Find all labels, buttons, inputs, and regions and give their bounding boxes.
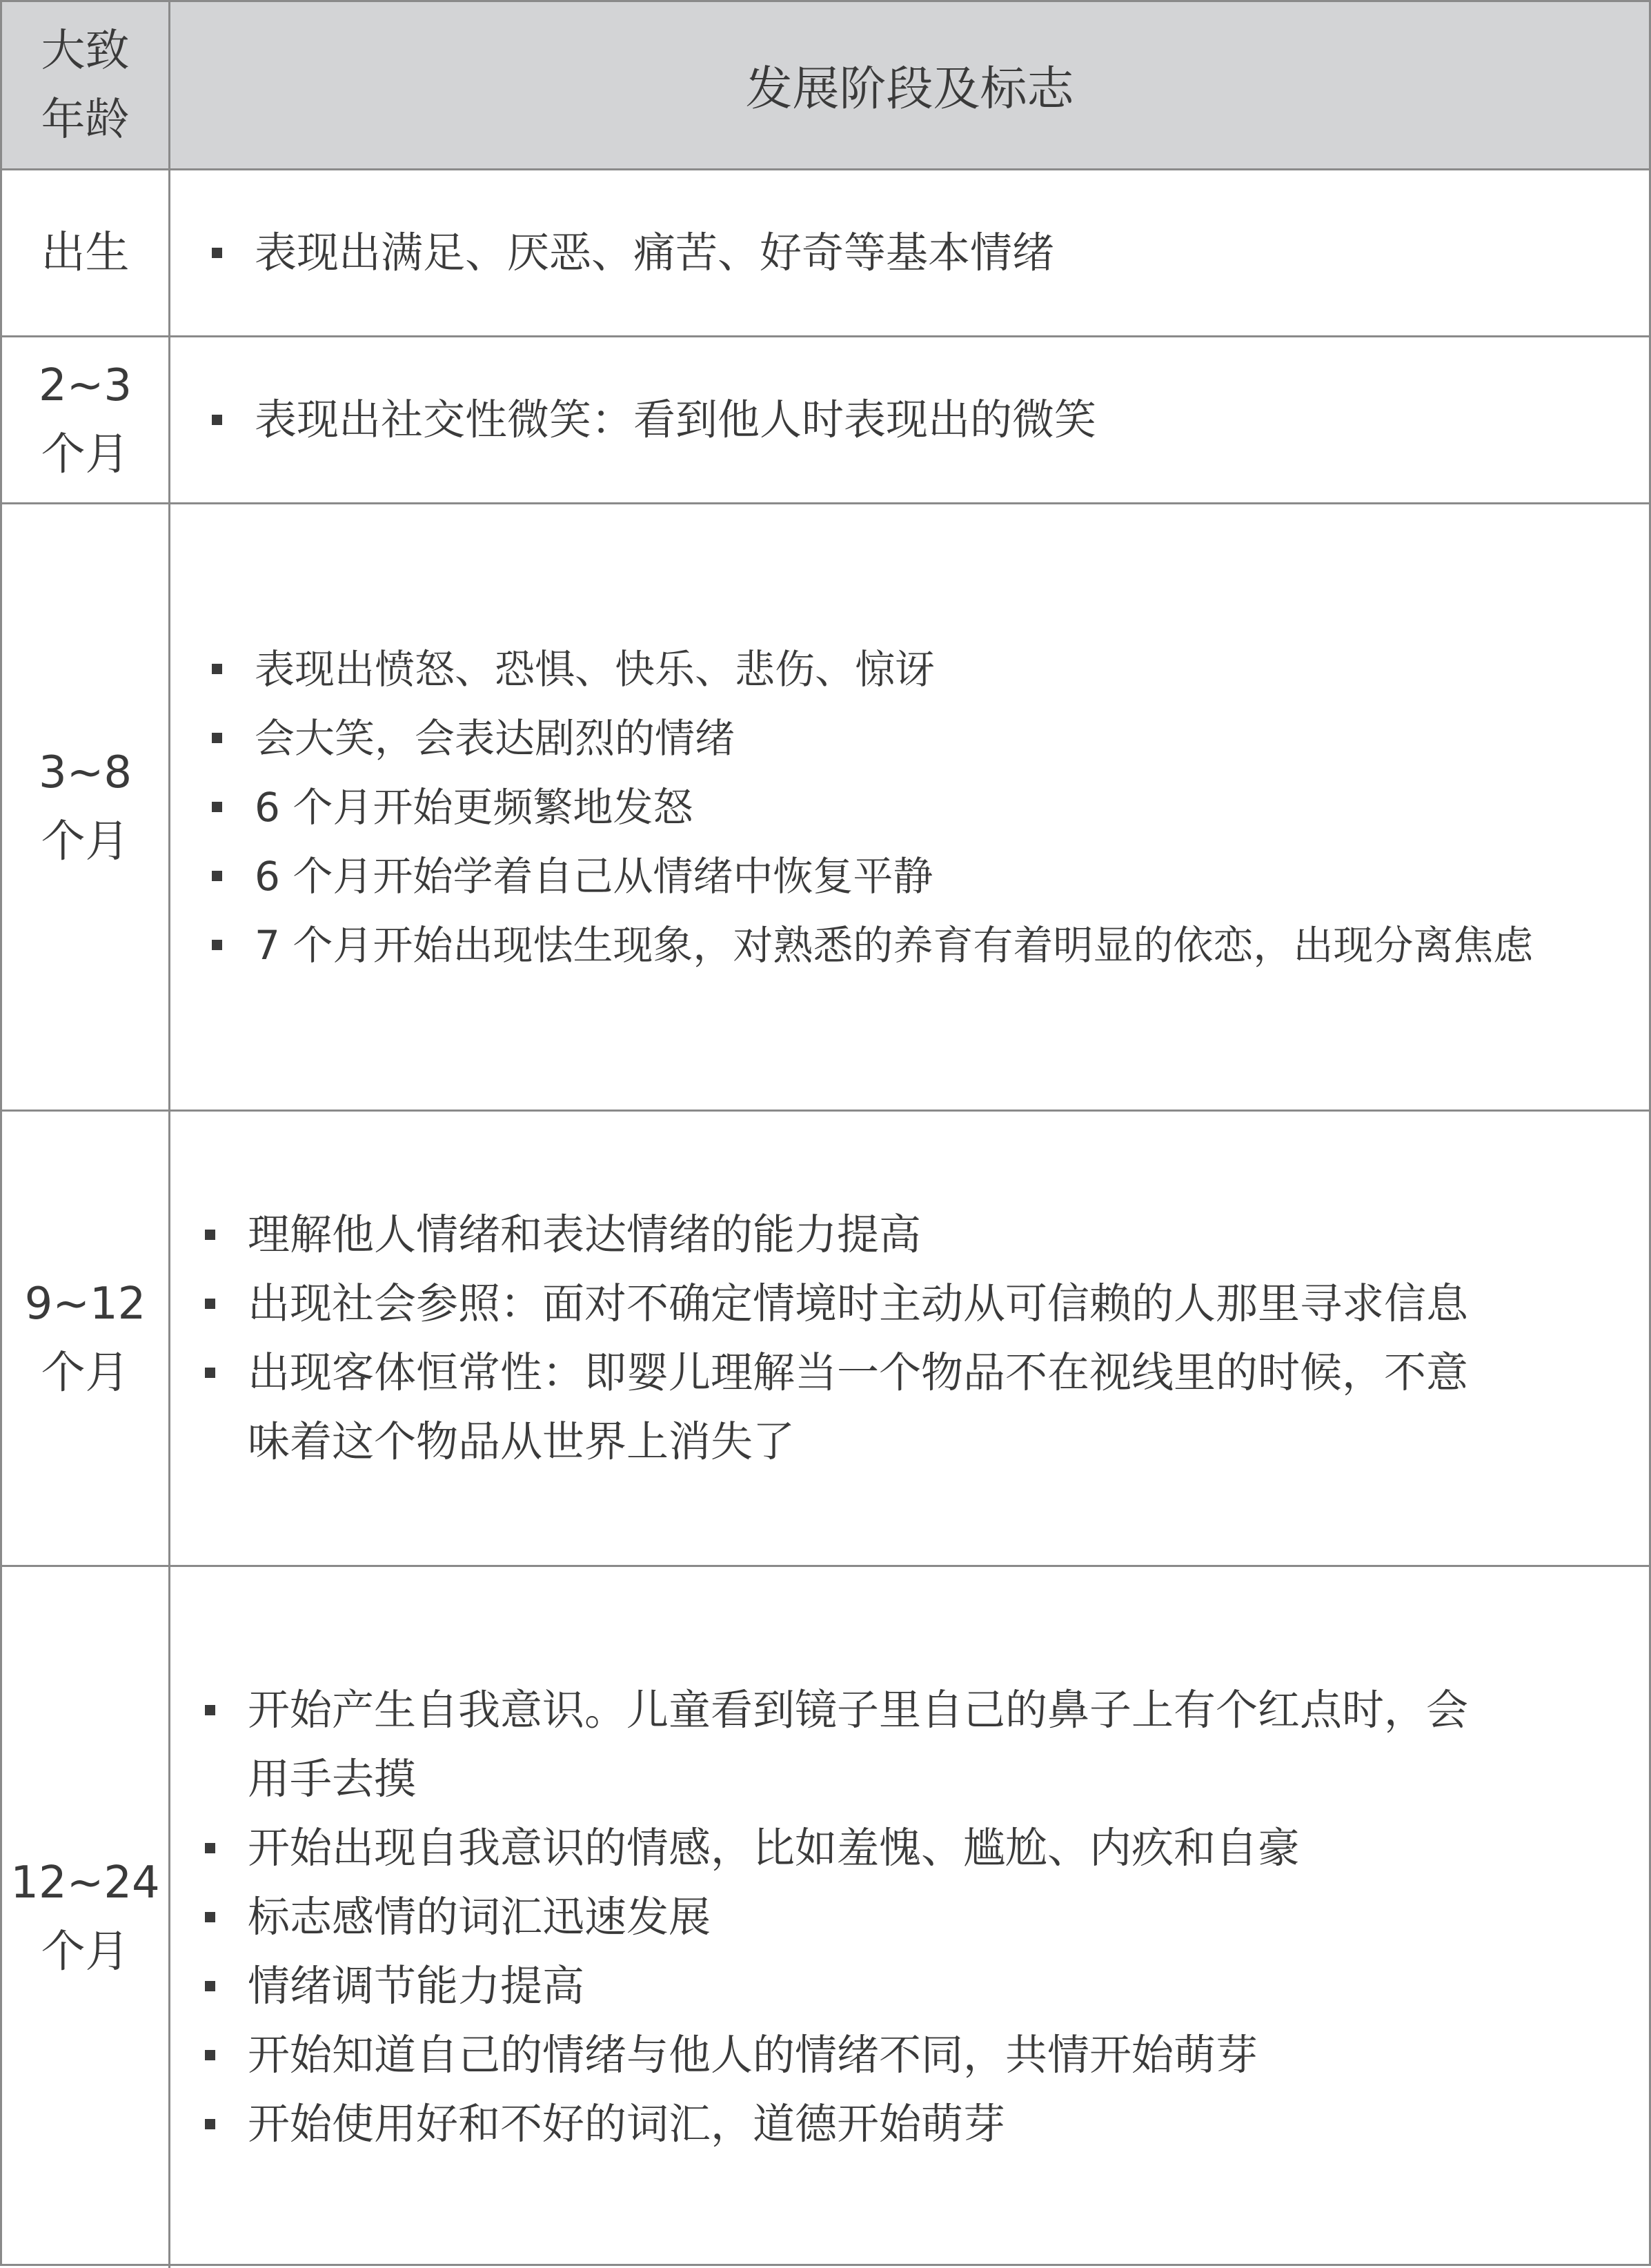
bullet-square-icon	[205, 1912, 215, 1922]
milestone-item: 开始出现自我意识的情感，比如羞愧、尴尬、内疚和自豪	[205, 1814, 1649, 1883]
table-row	[2, 504, 1649, 1112]
bullet-square-icon	[205, 1299, 215, 1309]
table-row	[2, 337, 1649, 504]
age-line2: 个月	[41, 1347, 130, 1399]
table-row	[2, 170, 1649, 337]
age-line1: 2~3	[38, 359, 132, 411]
milestone-item: 情绪调节能力提高	[205, 1952, 1649, 2021]
age-line1: 12~24	[10, 1857, 160, 1909]
milestone-item: 表现出满足、厌恶、痛苦、好奇等基本情绪	[212, 219, 1649, 288]
age-line2: 个月	[41, 816, 130, 867]
bullet-square-icon	[205, 1843, 215, 1853]
age-cell	[2, 1112, 170, 1565]
age-line2: 个月	[41, 428, 130, 480]
bullet-square-icon	[212, 664, 222, 674]
header-age-label-line1: 大致	[41, 25, 130, 77]
bullet-square-icon	[212, 733, 222, 743]
milestone-item: 开始知道自己的情绪与他人的情绪不同，共情开始萌芽	[205, 2021, 1649, 2090]
milestones-cell	[170, 1567, 1649, 2268]
age-line1: 出生	[41, 227, 130, 279]
bullet-square-icon	[212, 802, 222, 812]
milestone-list	[170, 219, 1649, 288]
milestone-item: 6 个月开始学着自己从情绪中恢复平静	[212, 842, 1649, 911]
milestone-item: 理解他人情绪和表达情绪的能力提高	[205, 1201, 1649, 1270]
milestone-item: 出现社会参照：面对不确定情境时主动从可信赖的人那里寻求信息	[205, 1270, 1649, 1339]
bullet-square-icon	[205, 2119, 215, 2129]
milestone-list	[170, 386, 1649, 455]
milestone-item-continuation: 味着这个物品从世界上消失了	[248, 1417, 795, 1466]
header-stage-label: 发展阶段及标志	[745, 62, 1074, 117]
milestone-item: 开始使用好和不好的词汇，道德开始萌芽	[205, 2090, 1649, 2159]
milestone-item: 会大笑，会表达剧烈的情绪	[212, 704, 1649, 773]
age-line1: 3~8	[38, 747, 132, 798]
milestone-item: 7 个月开始出现怯生现象，对熟悉的养育有着明显的依恋，出现分离焦虑	[212, 911, 1649, 980]
bullet-square-icon	[205, 1981, 215, 1991]
age-cell	[2, 337, 170, 502]
bullet-square-icon	[205, 1230, 215, 1240]
milestones-cell	[170, 337, 1649, 502]
milestone-item: 出现客体恒常性：即婴儿理解当一个物品不在视线里的时候，不意 味着这个物品从世界上消失了	[205, 1339, 1649, 1477]
milestone-item: 表现出愤怒、恐惧、快乐、悲伤、惊讶	[212, 635, 1649, 704]
milestone-list	[170, 1676, 1649, 2159]
milestone-item: 6 个月开始更频繁地发怒	[212, 773, 1649, 842]
milestone-list	[170, 1201, 1649, 1477]
bullet-square-icon	[205, 2050, 215, 2060]
age-line1: 9~12	[24, 1278, 146, 1330]
header-age-label-line2: 年龄	[41, 94, 130, 146]
age-cell	[2, 170, 170, 335]
bullet-square-icon	[212, 871, 222, 881]
milestones-cell	[170, 1112, 1649, 1565]
milestones-cell	[170, 170, 1649, 335]
milestone-list	[170, 635, 1649, 980]
header-age-cell	[2, 2, 170, 168]
age-cell	[2, 1567, 170, 2268]
bullet-square-icon	[212, 248, 222, 258]
bullet-square-icon	[205, 1705, 215, 1715]
header-stage-cell	[170, 2, 1649, 168]
milestone-item-continuation: 用手去摸	[248, 1755, 417, 1804]
bullet-square-icon	[212, 415, 222, 425]
age-cell	[2, 504, 170, 1110]
table-row	[2, 1112, 1649, 1567]
bullet-square-icon	[212, 940, 222, 950]
bullet-square-icon	[205, 1368, 215, 1378]
milestone-item: 标志感情的词汇迅速发展	[205, 1883, 1649, 1952]
table-header-row	[2, 2, 1649, 170]
milestones-cell	[170, 504, 1649, 1110]
milestone-item: 开始产生自我意识。儿童看到镜子里自己的鼻子上有个红点时，会 用手去摸	[205, 1676, 1649, 1814]
table-row	[2, 1567, 1649, 2268]
milestone-item: 表现出社交性微笑：看到他人时表现出的微笑	[212, 386, 1649, 455]
age-line2: 个月	[41, 1926, 130, 1978]
